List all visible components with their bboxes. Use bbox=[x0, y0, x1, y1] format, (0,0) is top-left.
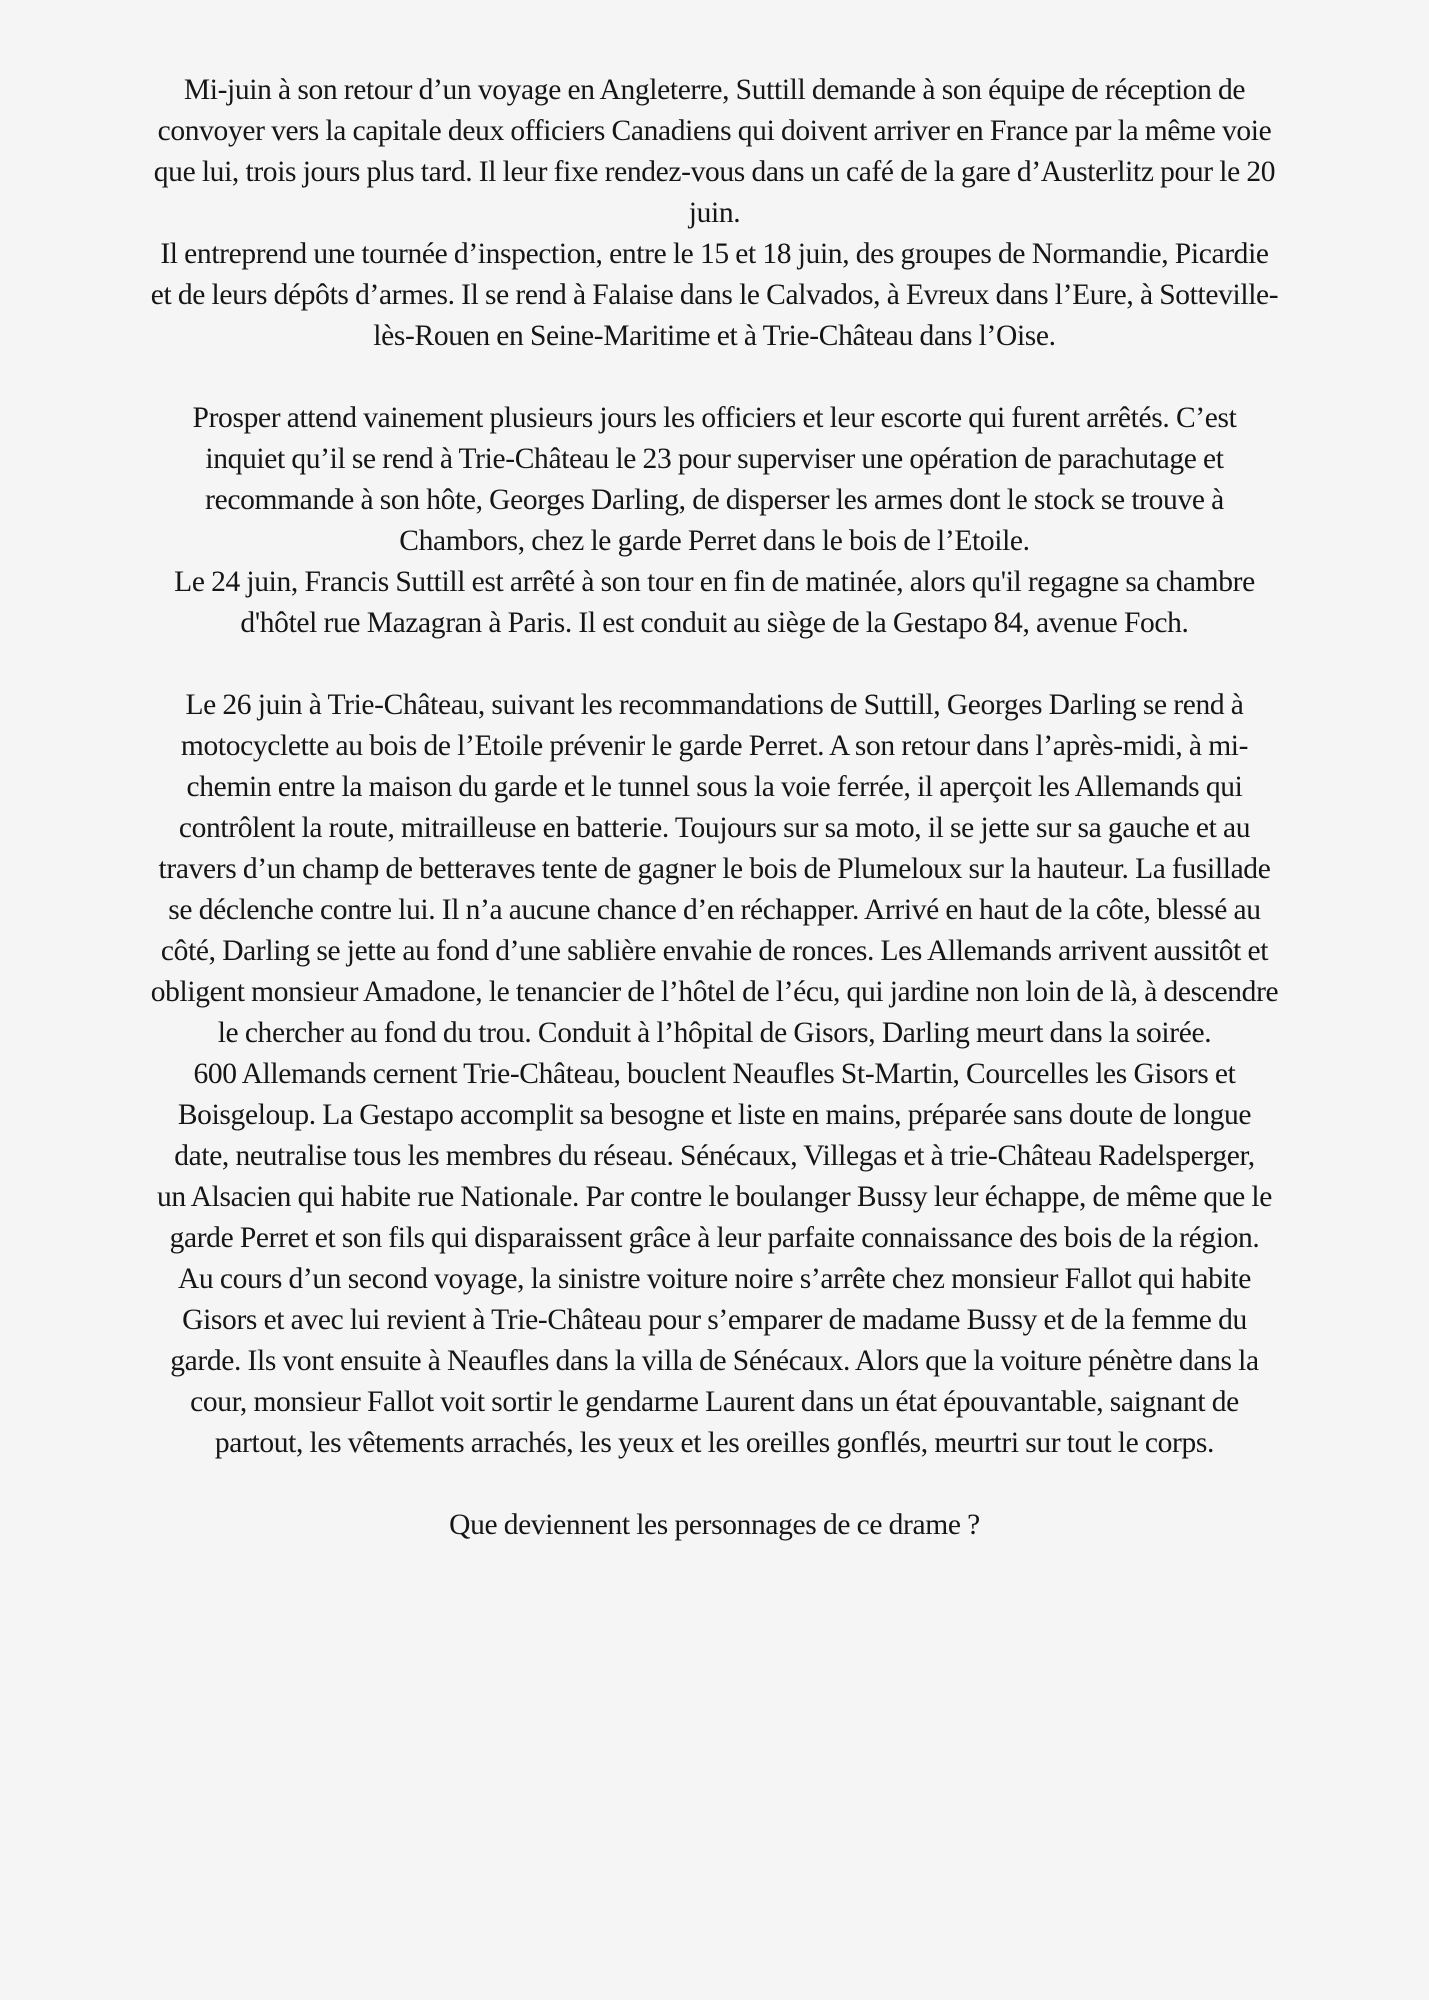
text-line: 600 Allemands cernent Trie-Château, bouclent Neaufles St-Martin, Courcelles les Gisors et bbox=[193, 1058, 1236, 1090]
text-line: garde. Ils vont ensuite à Neaufles dans la villa de Sénécaux. Alors que la voiture pénètre dans la bbox=[170, 1345, 1259, 1377]
text-block bbox=[12, 70, 1417, 357]
text-line: date, neutralise tous les membres du réseau. Sénécaux, Villegas et à trie-Château Radelsperger, bbox=[174, 1140, 1255, 1172]
paragraph bbox=[12, 685, 1417, 1054]
paragraph bbox=[12, 1259, 1417, 1464]
text-line: obligent monsieur Amadone, le tenancier de l’hôtel de l’écu, qui jardine non loin de là, à descendre bbox=[150, 976, 1279, 1008]
text-line: motocyclette au bois de l’Etoile prévenir le garde Perret. A son retour dans l’après-midi, à mi- bbox=[180, 730, 1249, 762]
paragraph bbox=[12, 70, 1417, 234]
text-line: Prosper attend vainement plusieurs jours les officiers et leur escorte qui furent arrêtés. C’est bbox=[192, 402, 1237, 434]
text-line: Boisgeloup. La Gestapo accomplit sa besogne et liste en mains, préparée sans doute de longue bbox=[177, 1099, 1252, 1131]
text-block bbox=[12, 685, 1417, 1464]
paragraph bbox=[12, 398, 1417, 562]
text-line: se déclenche contre lui. Il n’a aucune chance d’en réchapper. Arrivé en haut de la côte, blessé au bbox=[168, 894, 1261, 926]
text-line: Il entreprend une tournée d’inspection, entre le 15 et 18 juin, des groupes de Normandie, Picardie bbox=[160, 238, 1269, 270]
text-block bbox=[12, 1505, 1417, 1546]
text-line: juin. bbox=[688, 197, 741, 229]
text-line: recommande à son hôte, Georges Darling, de disperser les armes dont le stock se trouve à bbox=[205, 484, 1224, 516]
text-line: Le 26 juin à Trie-Château, suivant les recommandations de Suttill, Georges Darling se rend à bbox=[185, 689, 1244, 721]
text-line: côté, Darling se jette au fond d’une sablière envahie de ronces. Les Allemands arrivent aussitôt et bbox=[160, 935, 1269, 967]
text-line: chemin entre la maison du garde et le tunnel sous la voie ferrée, il aperçoit les Allemands qui bbox=[186, 771, 1243, 803]
paragraph bbox=[12, 562, 1417, 644]
text-line: contrôlent la route, mitrailleuse en batterie. Toujours sur sa moto, il se jette sur sa gauche et au bbox=[178, 812, 1251, 844]
text-block bbox=[12, 398, 1417, 644]
text-line: partout, les vêtements arrachés, les yeux et les oreilles gonflés, meurtri sur tout le corps. bbox=[214, 1427, 1215, 1459]
text-line: Gisors et avec lui revient à Trie-Château pour s’emparer de madame Bussy et de la femme du bbox=[182, 1304, 1247, 1336]
text-line: travers d’un champ de betteraves tente de gagner le bois de Plumeloux sur la hauteur. La fusillade bbox=[158, 853, 1271, 885]
text-line: Le 24 juin, Francis Suttill est arrêté à son tour en fin de matinée, alors qu'il regagne sa chambre bbox=[174, 566, 1255, 598]
text-line: le chercher au fond du trou. Conduit à l’hôpital de Gisors, Darling meurt dans la soirée. bbox=[217, 1017, 1212, 1049]
text-line: Au cours d’un second voyage, la sinistre voiture noire s’arrête chez monsieur Fallot qui habite bbox=[177, 1263, 1252, 1295]
text-line: cour, monsieur Fallot voit sortir le gendarme Laurent dans un état épouvantable, saignant de bbox=[190, 1386, 1239, 1418]
text-line: Que deviennent les personnages de ce drame ? bbox=[449, 1509, 980, 1541]
text-line: que lui, trois jours plus tard. Il leur fixe rendez-vous dans un café de la gare d’Austerlitz pour le 20 bbox=[153, 156, 1276, 188]
text-line: garde Perret et son fils qui disparaissent grâce à leur parfaite connaissance des bois de la région. bbox=[169, 1222, 1260, 1254]
text-line: inquiet qu’il se rend à Trie-Château le 23 pour superviser une opération de parachutage et bbox=[205, 443, 1224, 475]
text-line: d'hôtel rue Mazagran à Paris. Il est conduit au siège de la Gestapo 84, avenue Foch. bbox=[240, 607, 1189, 639]
text-line: Chambors, chez le garde Perret dans le bois de l’Etoile. bbox=[399, 525, 1030, 557]
paragraph bbox=[12, 234, 1417, 357]
text-line: convoyer vers la capitale deux officiers Canadiens qui doivent arriver en France par la même voie bbox=[157, 115, 1272, 147]
paragraph bbox=[12, 1505, 1417, 1546]
text-line: un Alsacien qui habite rue Nationale. Par contre le boulanger Bussy leur échappe, de même que le bbox=[156, 1181, 1273, 1213]
text-line: Mi-juin à son retour d’un voyage en Angleterre, Suttill demande à son équipe de réception de bbox=[183, 74, 1246, 106]
text-line: lès-Rouen en Seine-Maritime et à Trie-Château dans l’Oise. bbox=[373, 320, 1056, 352]
paragraph bbox=[12, 1054, 1417, 1259]
text-line: et de leurs dépôts d’armes. Il se rend à Falaise dans le Calvados, à Evreux dans l’Eure, à Sotteville- bbox=[150, 279, 1279, 311]
